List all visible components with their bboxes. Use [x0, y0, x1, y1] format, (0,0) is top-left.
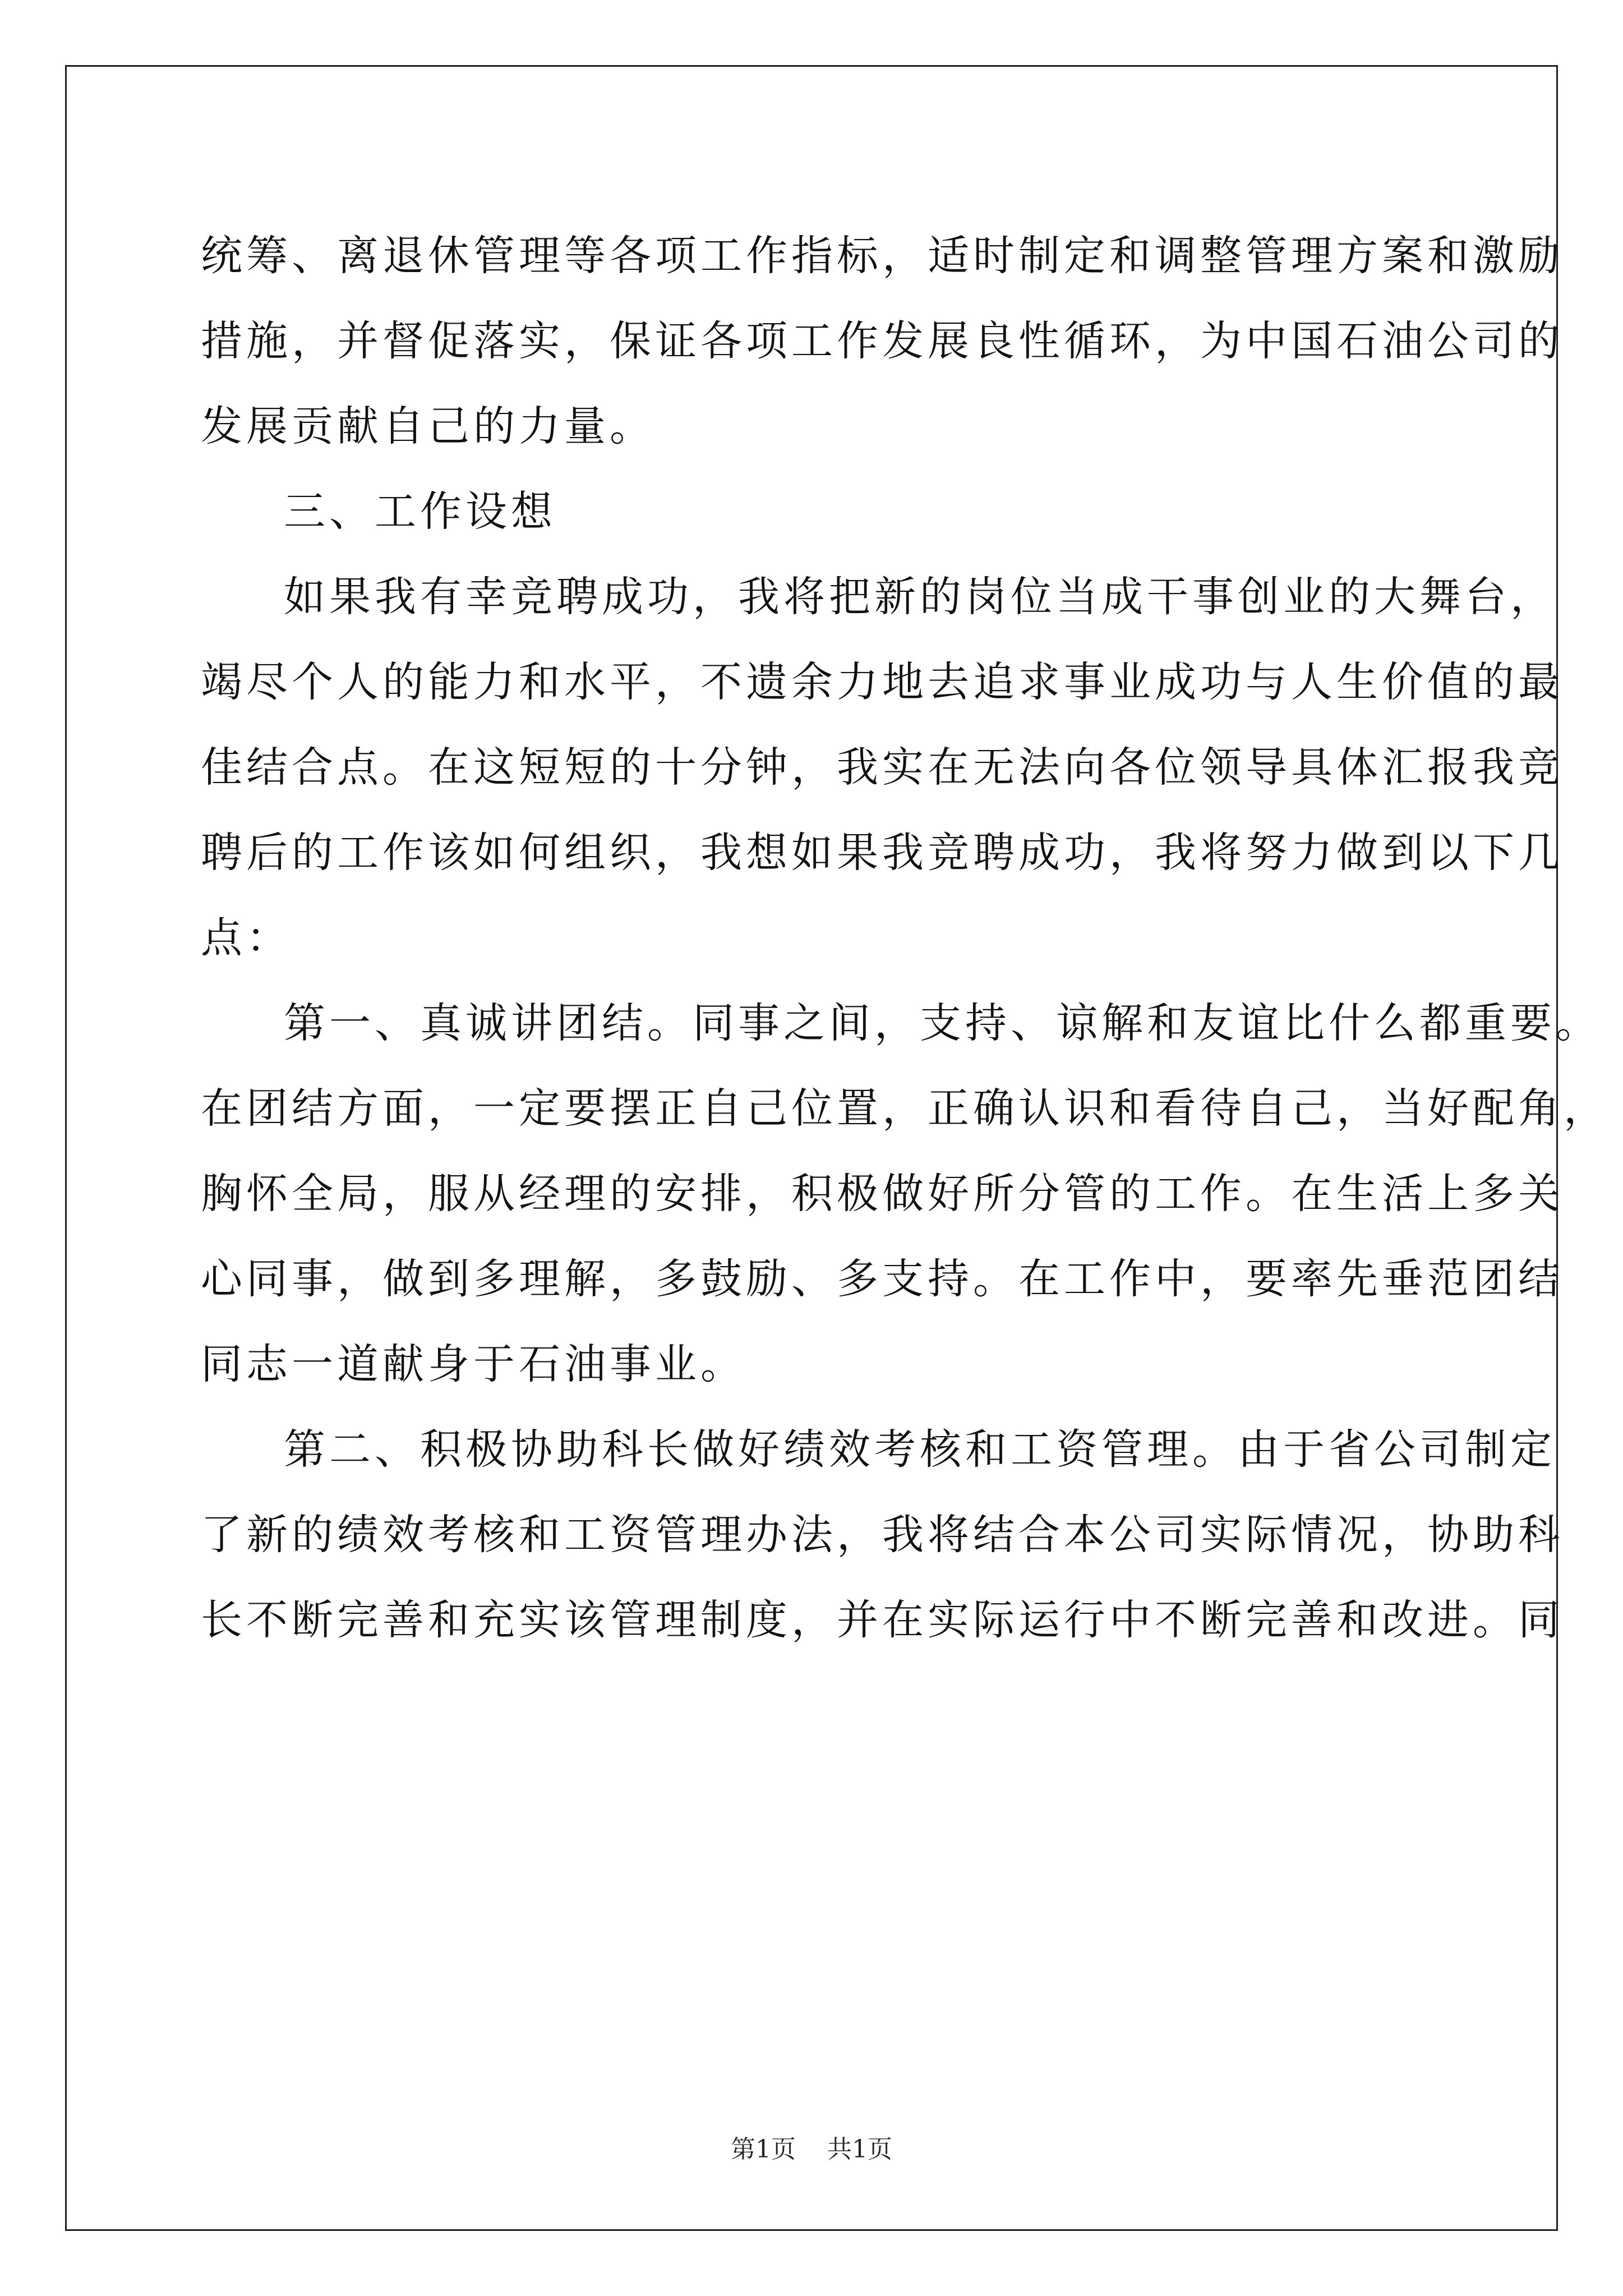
text-line: 在团结方面，一定要摆正自己位置，正确认识和看待自己，当好配角， [201, 1084, 1609, 1133]
text-line: 措施，并督促落实，保证各项工作发展良性循环，为中国石油公司的 [201, 317, 1564, 365]
text-line: 发展贡献自己的力量。 [201, 402, 655, 450]
text-line: 第一、真诚讲团结。同事之间，支持、谅解和友谊比什么都重要。 [284, 999, 1601, 1047]
text-line: 统筹、离退休管理等各项工作指标，适时制定和调整管理方案和激励 [201, 232, 1564, 280]
text-line: 如果我有幸竞聘成功，我将把新的岗位当成干事创业的大舞台， [284, 573, 1556, 621]
text-line: 长不断完善和充实该管理制度，并在实际运行中不断完善和改进。同 [201, 1596, 1564, 1644]
page-number: 第1页 [731, 2135, 796, 2164]
text-line: 了新的绩效考核和工资管理办法，我将结合本公司实际情况，协助科 [201, 1511, 1564, 1559]
page-total: 共1页 [827, 2135, 892, 2164]
text-line: 竭尽个人的能力和水平，不遗余力地去追求事业成功与人生价值的最 [201, 658, 1564, 706]
text-line: 点： [201, 914, 292, 962]
text-line: 胸怀全局，服从经理的安排，积极做好所分管的工作。在生活上多关 [201, 1170, 1564, 1218]
text-line: 第二、积极协助科长做好绩效考核和工资管理。由于省公司制定 [284, 1425, 1556, 1474]
text-line: 同志一道献身于石油事业。 [201, 1340, 746, 1388]
page-footer [0, 2133, 1623, 2166]
text-line: 佳结合点。在这短短的十分钟，我实在无法向各位领导具体汇报我竞 [201, 743, 1564, 792]
document-body [201, 213, 1609, 1663]
text-line: 心同事，做到多理解，多鼓励、多支持。在工作中，要率先垂范团结 [201, 1255, 1564, 1303]
text-line: 聘后的工作该如何组织，我想如果我竞聘成功，我将努力做到以下几 [201, 829, 1564, 877]
section-heading: 三、工作设想 [284, 487, 556, 536]
